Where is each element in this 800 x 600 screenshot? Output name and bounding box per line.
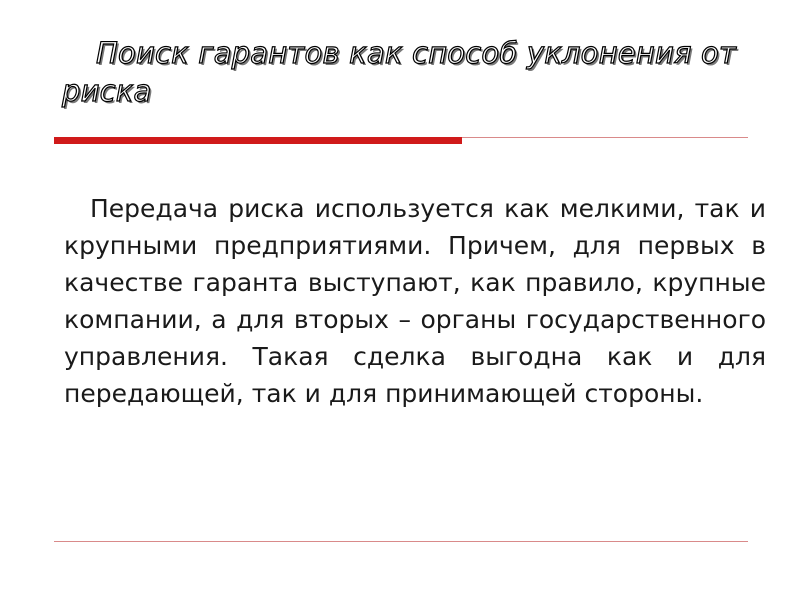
title-divider-accent-bar: [54, 137, 462, 144]
footer-divider: [54, 541, 748, 542]
slide-body-text: Передача риска используется как мелкими, так и крупными предприятиями. Причем, для первых в качестве гаранта выступают, как правило, крупные компании, а для вторых – органы государственного управления. Такая сделка выгодна как и для передающей, так и для принимающей стороны.: [64, 194, 766, 408]
title-divider: [54, 136, 748, 144]
slide-title: Поиск гарантов как способ уклонения от риска: [62, 36, 737, 108]
